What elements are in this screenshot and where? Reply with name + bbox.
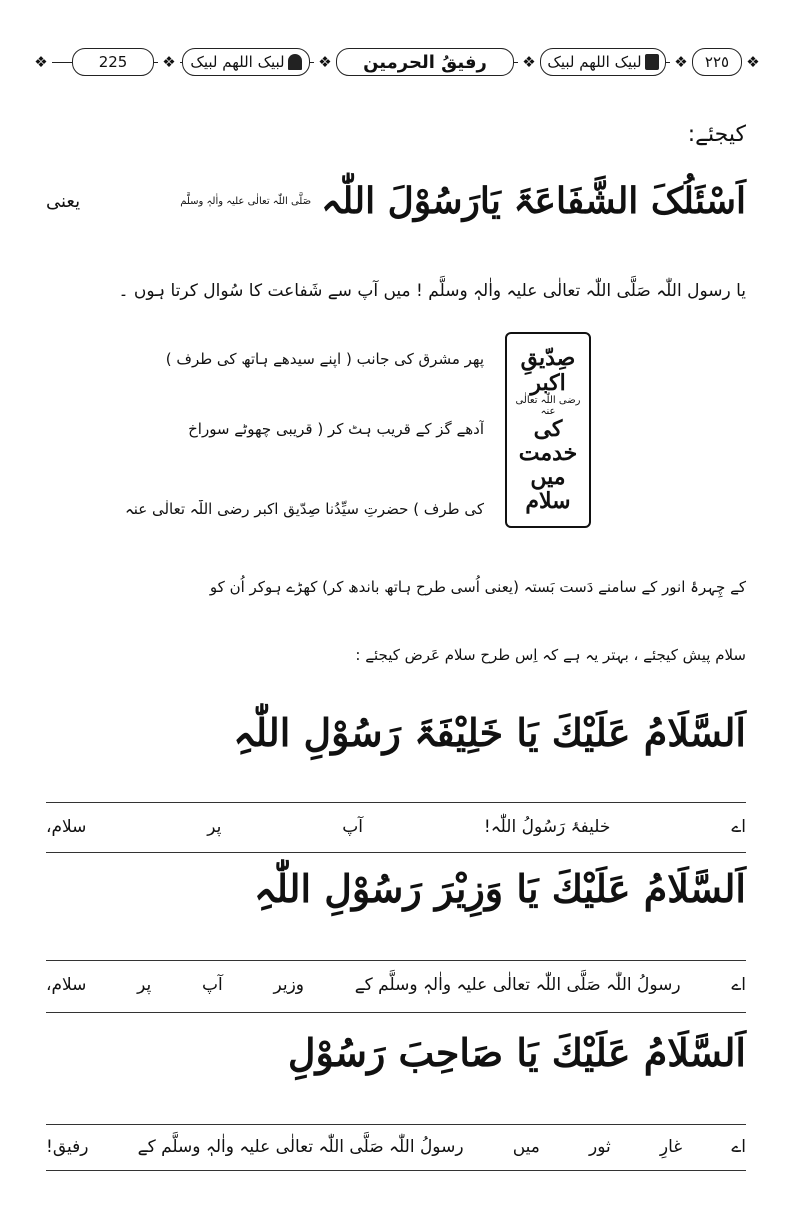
para-line4: کے چِہرۂ انور کے سامنے دَست بَستہ (یعنی اُسی طرح ہاتھ باندھ کر) کھڑے ہوکر اُن کو bbox=[209, 578, 746, 596]
translation-word: غارِ bbox=[659, 1136, 683, 1157]
divider bbox=[46, 852, 746, 853]
supplication-arabic: اَسْئَلُکَ الشَّفَاعَۃَ یَارَسُوْلَ اللّٰہ bbox=[321, 180, 746, 222]
salam-translation-1 bbox=[46, 816, 746, 837]
para-line5: سلام پیش کیجئے ، بہتر یہ ہے کہ اِس طرح سلام عَرض کیجئے : bbox=[355, 646, 746, 664]
kaaba-icon bbox=[645, 54, 659, 70]
salam-translation-3 bbox=[46, 1136, 746, 1157]
supplication-line bbox=[46, 168, 746, 234]
page-header bbox=[30, 40, 762, 86]
translation-word: وزیر bbox=[273, 974, 304, 995]
translation-word: میں bbox=[512, 1136, 540, 1157]
salutation-small: صَلَّی اللّٰہ تعالٰی علیہ واٰلہٖ وسلَّم bbox=[180, 195, 312, 207]
divider bbox=[46, 1012, 746, 1013]
translation-word: آپ bbox=[342, 816, 364, 837]
translation-word: خلیفۂ رَسُولُ اللّٰہ! bbox=[483, 817, 611, 837]
para-line2: آدھے گز کے قریب ہٹ کر ( قریبی چھوٹے سوراخ bbox=[188, 420, 484, 438]
salam-translation-2 bbox=[46, 974, 746, 995]
calligraphy-line2: کی خدمت میں bbox=[518, 415, 578, 491]
translation-word: رسولُ اللّٰہ صَلَّی اللّٰہ تعالٰی علیہ واٰلہٖ وسلَّم کے bbox=[137, 1137, 464, 1157]
translation-word: رفیق! bbox=[46, 1136, 89, 1157]
yani-word: یعنی bbox=[46, 190, 81, 212]
page-number: 225 bbox=[98, 53, 128, 71]
ornament-icon: ❖ bbox=[158, 51, 180, 73]
translation-word: آپ bbox=[202, 974, 223, 995]
translation-word: سلام، bbox=[46, 974, 87, 995]
calligraphy-line3: سلام bbox=[525, 488, 571, 515]
ornament-icon: ❖ bbox=[518, 51, 540, 73]
para-line1: پھر مشرِق کی جانب ( اپنے سیدھے ہاتھ کی طرف ) bbox=[165, 350, 484, 368]
labbaik-right-label: لبیک اللھم لبیک bbox=[547, 53, 642, 71]
ornament-icon: ❖ bbox=[742, 51, 764, 73]
divider bbox=[46, 1124, 746, 1125]
calligraphy-honorific: رضی اللّٰہ تعالٰی عنہ bbox=[515, 394, 581, 417]
ornament-icon: ❖ bbox=[30, 51, 52, 73]
mosque-icon bbox=[288, 54, 302, 70]
page-number-arabic-box bbox=[692, 48, 742, 76]
divider bbox=[46, 802, 746, 803]
para-line3: کی طرف ) حضرتِ سیِّدُنا صِدّیقِ اکبر رضی اللّٰہ تعالٰی عنہ bbox=[124, 500, 484, 518]
book-title-box bbox=[336, 48, 514, 76]
kijiye-label: کیجئے: bbox=[687, 122, 746, 147]
book-title: رفیقُ الحرمین bbox=[363, 51, 487, 73]
translation-word: ثور bbox=[589, 1136, 611, 1157]
salam-arabic-1: اَلسَّلَامُ عَلَیْكَ یَا خَلِیْفَۃَ رَسُوْلِ اللّٰہِ bbox=[233, 710, 746, 755]
translation-word: پر bbox=[137, 974, 152, 995]
ornament-icon: ❖ bbox=[670, 51, 692, 73]
salam-arabic-2: اَلسَّلَامُ عَلَیْكَ یَا وَزِیْرَ رَسُوْلِ اللّٰہِ bbox=[254, 866, 746, 911]
page-number-arabic: ٢٢٥ bbox=[704, 53, 730, 71]
translation-word: اے bbox=[731, 1137, 746, 1157]
translation-line: یا رسول اللّٰہ صَلَّی اللّٰہ تعالٰی علیہ واٰلہٖ وسلَّم ! میں آپ سے شَفاعت کا سُوال کرتا ہوں ۔ bbox=[118, 281, 746, 301]
ornament-icon: ❖ bbox=[314, 51, 336, 73]
divider bbox=[46, 960, 746, 961]
labbaik-right bbox=[540, 48, 666, 76]
page-number-latin bbox=[72, 48, 154, 76]
calligraphy-box bbox=[505, 332, 591, 528]
translation-word: رسولُ اللّٰہ صَلَّی اللّٰہ تعالٰی علیہ واٰلہٖ وسلَّم کے bbox=[354, 975, 681, 995]
divider bbox=[46, 1170, 746, 1171]
calligraphy-line1: صِدّیقِ اکبر bbox=[520, 345, 576, 396]
labbaik-left bbox=[182, 48, 310, 76]
labbaik-left-label: لبیک اللھم لبیک bbox=[190, 53, 285, 71]
salam-arabic-3: اَلسَّلَامُ عَلَیْكَ یَا صَاحِبَ رَسُوْلِ bbox=[287, 1030, 746, 1075]
translation-word: سلام، bbox=[46, 816, 87, 837]
translation-word: اے bbox=[731, 817, 746, 837]
translation-word: پر bbox=[207, 816, 222, 837]
translation-word: اے bbox=[731, 975, 746, 995]
